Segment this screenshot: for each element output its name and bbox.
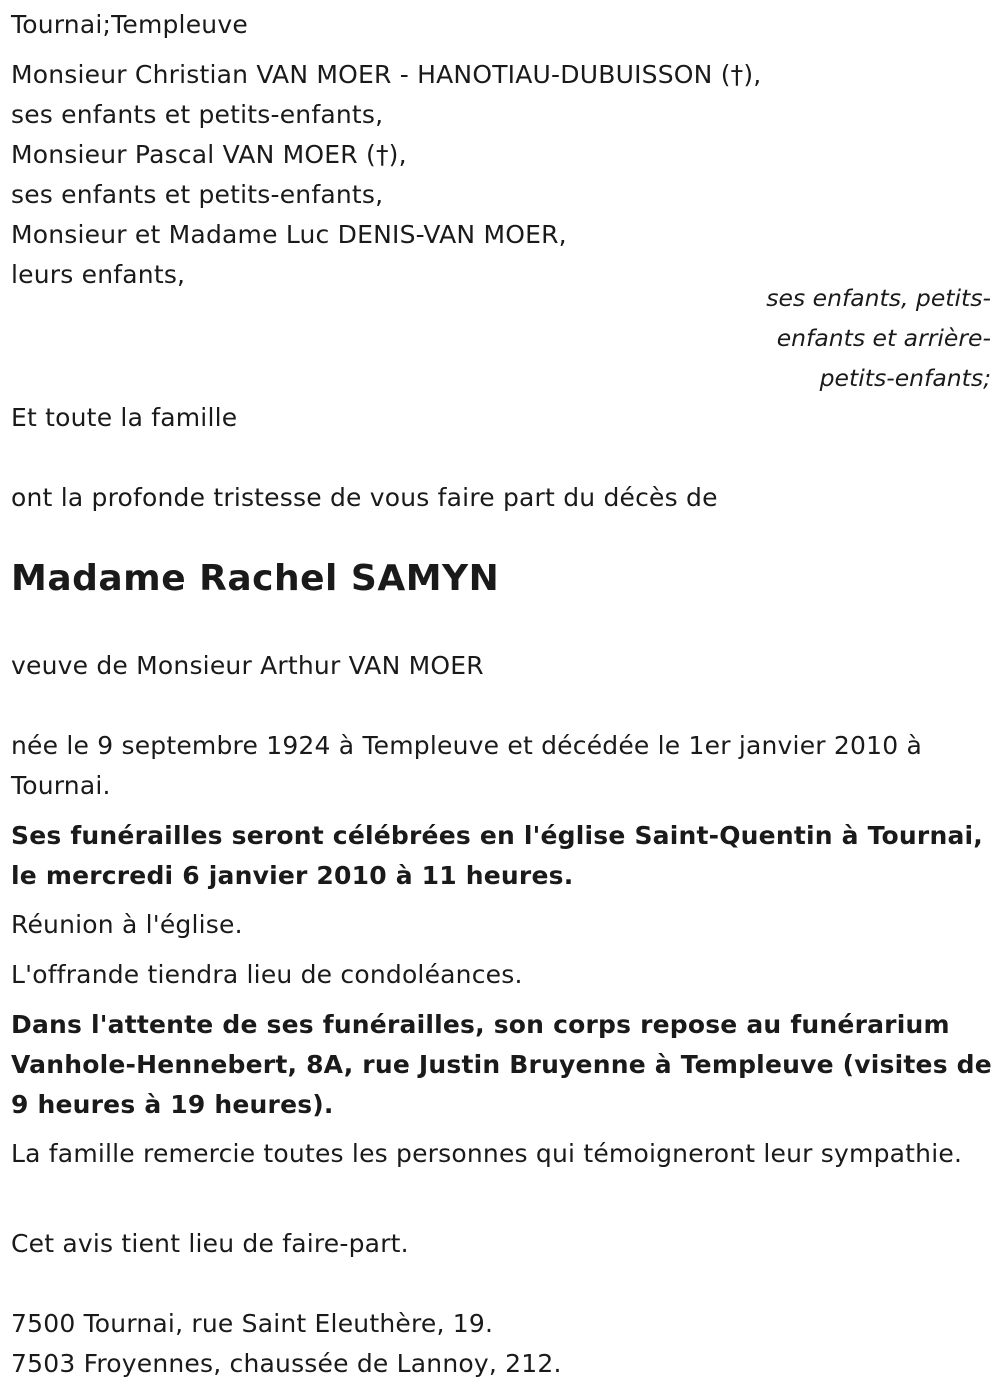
- descendants-line: ses enfants, petits-: [766, 284, 991, 312]
- family-line: Monsieur Pascal VAN MOER (†),: [11, 140, 407, 169]
- family-line: Monsieur Christian VAN MOER - HANOTIAU-DUBUISSON (†),: [11, 60, 762, 89]
- widow-of-line: veuve de Monsieur Arthur VAN MOER: [11, 651, 484, 680]
- meeting-text: Réunion à l'église.: [11, 910, 243, 939]
- address-line: 7503 Froyennes, chaussée de Lannoy, 212.: [11, 1349, 562, 1378]
- birth-death-text: née le 9 septembre 1924 à Templeuve et décédée le 1er janvier 2010 à Tournai.: [11, 731, 922, 800]
- location-header: Tournai;Templeuve: [11, 10, 248, 39]
- address-line: 7500 Tournai, rue Saint Eleuthère, 19.: [11, 1309, 494, 1338]
- thanks-text: La famille remercie toutes les personnes qui témoigneront leur sympathie.: [11, 1139, 963, 1168]
- descendants-line: enfants et arrière-: [776, 324, 991, 352]
- family-line: Monsieur et Madame Luc DENIS-VAN MOER,: [11, 220, 567, 249]
- notice-text: Cet avis tient lieu de faire-part.: [11, 1229, 409, 1258]
- announcement-text: ont la profonde tristesse de vous faire part du décès de: [11, 483, 718, 512]
- offering-text: L'offrande tiendra lieu de condoléances.: [11, 960, 523, 989]
- family-line: ses enfants et petits-enfants,: [11, 100, 384, 129]
- funeral-ceremony-text: Ses funérailles seront célébrées en l'église Saint-Quentin à Tournai, le mercredi 6 janvier 2010 à 11 heures.: [11, 821, 983, 890]
- family-line: ses enfants et petits-enfants,: [11, 180, 384, 209]
- family-line: leurs enfants,: [11, 260, 186, 289]
- descendants-line: petits-enfants;: [819, 364, 991, 392]
- deceased-name: Madame Rachel SAMYN: [11, 558, 500, 599]
- all-family-line: Et toute la famille: [11, 403, 238, 432]
- repose-text: Dans l'attente de ses funérailles, son corps repose au funérarium Vanhole-Hennebert, 8A, rue Justin Bruyenne à Templeuve (visites de 9 heures à 19 heures).: [11, 1010, 992, 1119]
- descendants-note: [766, 278, 991, 398]
